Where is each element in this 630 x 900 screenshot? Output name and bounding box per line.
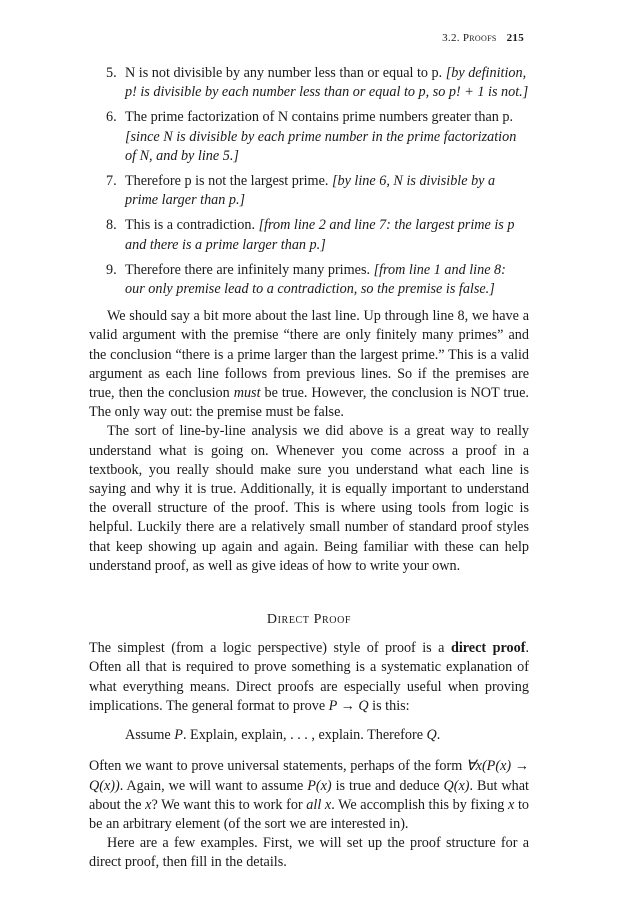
body-text xyxy=(89,64,529,873)
paragraph-universal xyxy=(89,757,529,834)
step-justification: [by definition, p! is divisible by each number less than or equal to p, so p! + 1 is not.] xyxy=(125,65,529,101)
section-label: 3.2. Proofs xyxy=(442,32,497,44)
step-text: Therefore p is not the largest prime. xyxy=(125,173,329,190)
proof-step xyxy=(89,216,529,254)
math-inline: P(x) xyxy=(307,777,332,794)
math-inline: P → Q xyxy=(328,697,369,714)
text-run: is true and deduce xyxy=(331,777,444,794)
text-run: The simplest (from a logic perspective) style of proof is a xyxy=(89,640,451,657)
step-text: This is a contradiction. xyxy=(125,217,256,234)
step-justification: [from line 1 and line 8: our only premise lead to a contradiction, so the premise is false.] xyxy=(125,261,506,298)
paragraph-analysis: The sort of line-by-line analysis we did above is a great way to really understand what is going on. Whenever you come across a proof in a textbook, you really should make sure you understand what each line is saying and why it is true. Additionally, it is equally important to understand the overall structure of the proof. This is where using tools from logic is helpful. Luckily there are a relatively small number of standard proof styles that keep showing up again and again. Being familiar with these can help understand proof, as well as give ideas of how to write your own. xyxy=(89,423,529,574)
text-run: to be an arbitrary element (of the sort we are interested in). xyxy=(89,796,530,832)
step-number: 8. xyxy=(106,217,117,234)
text-run: Often we want to prove universal statements, perhaps of the form xyxy=(89,758,466,775)
math-inline: P xyxy=(174,727,183,744)
proof-steps xyxy=(89,64,529,299)
step-number: 6. xyxy=(106,109,117,126)
text-run: ? We want this to work for xyxy=(151,796,307,813)
text-run: . Again, we will want to assume xyxy=(119,777,308,794)
step-text: Therefore there are infinitely many primes. xyxy=(125,261,371,278)
step-number: 7. xyxy=(106,173,117,190)
section-title: Direct Proof xyxy=(266,612,352,628)
emphasis: all x xyxy=(306,796,332,813)
text-run: . But what about the xyxy=(89,777,529,813)
step-text: N is not divisible by any number less than or equal to p. xyxy=(125,65,443,81)
math-inline: Q xyxy=(426,727,437,744)
text-run: . Explain, explain, . . . , explain. Therefore xyxy=(182,727,427,744)
paragraph-direct-proof xyxy=(89,639,529,716)
proof-step xyxy=(89,172,529,210)
text-run: We should say a bit more about the last line. Up through line 8, we have a valid argument with the premise “there are only finitely many primes” and the conclusion “there is a prime larger than the largest prime.” This is a valid argument as each line follows from previous lines. So if the premises are true, then the conclusion xyxy=(89,308,529,402)
emphasis: must xyxy=(233,385,261,402)
step-justification: [since N is divisible by each prime number in the prime factorization of N, and by line 5.] xyxy=(125,128,517,164)
proof-step xyxy=(89,64,529,102)
text-run: . Often all that is required to prove something is a systematic explanation of what everything means. Direct proofs are especially useful when proving implications. The general format to prove xyxy=(89,640,529,714)
math-inline: x xyxy=(145,796,152,813)
step-text: The prime factorization of N contains prime numbers greater than p. xyxy=(125,109,514,126)
paragraph-examples: Here are a few examples. First, we will set up the proof structure for a direct proof, then fill in the details. xyxy=(89,835,529,871)
text-run: is this: xyxy=(368,697,410,714)
math-inline: ∀x(P(x) → Q(x)) xyxy=(89,758,529,794)
step-number: 5. xyxy=(106,65,117,81)
step-justification: [from line 2 and line 7: the largest prime is p and there is a prime larger than p.] xyxy=(125,217,515,253)
paragraph-last-line xyxy=(89,307,529,422)
page-number: 215 xyxy=(506,32,524,44)
running-head xyxy=(442,32,524,44)
step-number: 9. xyxy=(106,261,117,278)
term-bold: direct proof xyxy=(450,640,526,657)
math-inline: x xyxy=(508,796,515,813)
step-justification: [by line 6, N is divisible by a prime larger than p.] xyxy=(125,173,496,209)
math-inline: Q(x) xyxy=(443,777,470,794)
display-format xyxy=(89,726,529,745)
proof-step xyxy=(89,108,529,166)
text-run: Assume xyxy=(125,727,175,744)
text-run: . We accomplish this by fixing xyxy=(331,796,509,813)
proof-step xyxy=(89,261,529,299)
text-run: . xyxy=(436,727,441,744)
text-run: be true. However, the conclusion is NOT true. The only way out: the premise must be false. xyxy=(89,385,529,421)
